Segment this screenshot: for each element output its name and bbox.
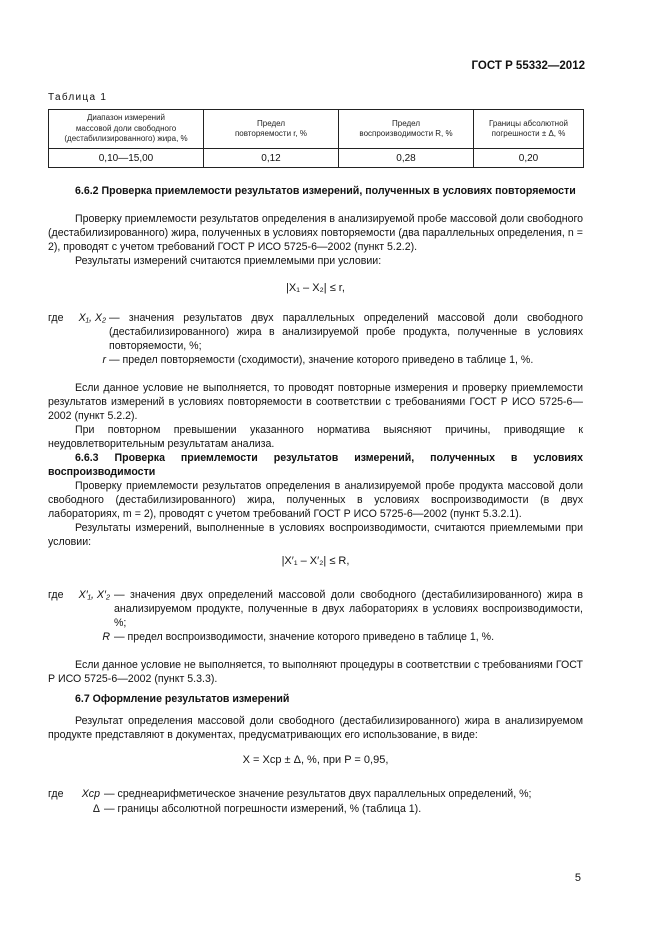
s663-paragraph-1: Проверку приемлемости результатов определения в анализируемой пробе продукта массовой доли свободного (дестабилизированного) жира, полученных в условиях воспроизводимости (в двух лабораториях, m = 2), проводят с учетом требований ГОСТ Р ИСО 5725-6—2002 (пункт 5.3.2.1). [48,480,583,520]
def-text: — предел воспроизводимости, значение которого приведено в таблице 1, %. [114,631,495,643]
table-1 [48,109,584,168]
s663-formula: |X′₁ – X′₂| ≤ R, [281,555,350,567]
def-symbol: X₁, X₂ [78,312,106,324]
header-reproducibility: Предел воспроизводимости R, % [339,110,474,149]
header-repeatability: Предел повторяемости r, % [204,110,339,149]
s662-paragraph-3: Если данное условие не выполняется, то проводят повторные измерения и проверку приемлемости результатов измерений в условиях повторяемости в соответствии с требованиями ГОСТ Р ИСО 5725-6—2002 (пункт 5.2.2). [48,382,583,422]
def-symbol: r [102,354,106,366]
def-text: — значения результатов двух параллельных определений массовой доли свободного (дестабилизированного) жира в анализируемой пробе продукта, полученные в условиях повторяемости, %; [109,312,583,352]
s663-paragraph-2: Результаты измерений, выполненные в условиях воспроизводимости, считаются приемлемыми при условии: [48,522,583,548]
cell-r: 0,12 [204,149,339,168]
table-caption: Таблица 1 [48,92,108,103]
header-error-bounds: Границы абсолютной погрешности ± Δ, % [474,110,584,149]
table-row [49,149,584,168]
section-6-6-3-heading: 6.6.3 Проверка приемлемости результатов измерений, полученных в условиях воспроизводимости [48,452,583,478]
s662-paragraph-1: Проверку приемлемости результатов определения в анализируемой пробе массовой доли свободного (дестабилизированного) жира, полученных в условиях повторяемости (два параллельных определения, n = 2), проводят с учетом требований ГОСТ Р ИСО 5725-6—2002 (пункт 5.2.2). [48,213,583,253]
def-symbol: R [102,631,110,643]
document-id: ГОСТ Р 55332—2012 [471,60,585,72]
def-symbol: X′₁, X′₂ [78,589,110,601]
where-label: где [48,788,64,800]
cell-R: 0,28 [339,149,474,168]
s662-paragraph-4: При повторном превышении указанного норматива выясняют причины, приводящие к неудовлетворительным результатам анализа. [48,424,583,450]
def-text: — границы абсолютной погрешности измерений, % (таблица 1). [104,803,422,815]
where-label: где [48,589,64,601]
s67-paragraph-1: Результат определения массовой доли свободного (дестабилизированного) жира в анализируемом продукте представляют в документах, предусматривающих его использование, в виде: [48,715,583,741]
header-range: Диапазон измерений массовой доли свободного (дестабилизированного) жира, % [49,110,204,149]
def-text: — значения двух определений массовой доли свободного (дестабилизированного) жира в анализируемом продукте, полученные в двух лабораториях в условиях воспроизводимости, %; [114,589,583,629]
s662-formula: |X₁ – X₂| ≤ r, [286,282,345,294]
cell-range: 0,10—15,00 [49,149,204,168]
section-6-6-2-heading: 6.6.2 Проверка приемлемости результатов измерений, полученных в условиях повторяемости [75,185,576,197]
def-symbol: Xср [81,788,100,800]
def-text: — среднеарифметическое значение результатов двух параллельных определений, %; [104,788,532,800]
def-symbol: Δ [92,803,100,815]
cell-delta: 0,20 [474,149,584,168]
def-text: — предел повторяемости (сходимости), значение которого приведено в таблице 1, %. [109,354,534,366]
s67-formula: X = Xср ± Δ, %, при P = 0,95, [242,754,389,766]
s663-paragraph-3: Если данное условие не выполняется, то выполняют процедуры в соответствии с требованиями ГОСТ Р ИСО 5725-6—2002 (пункт 5.3.3). [48,659,583,685]
table-header-row [49,110,584,149]
s662-paragraph-2: Результаты измерений считаются приемлемыми при условии: [75,255,382,267]
where-label: где [48,312,64,324]
page-number: 5 [574,872,581,884]
section-6-7-heading: 6.7 Оформление результатов измерений [75,693,290,705]
